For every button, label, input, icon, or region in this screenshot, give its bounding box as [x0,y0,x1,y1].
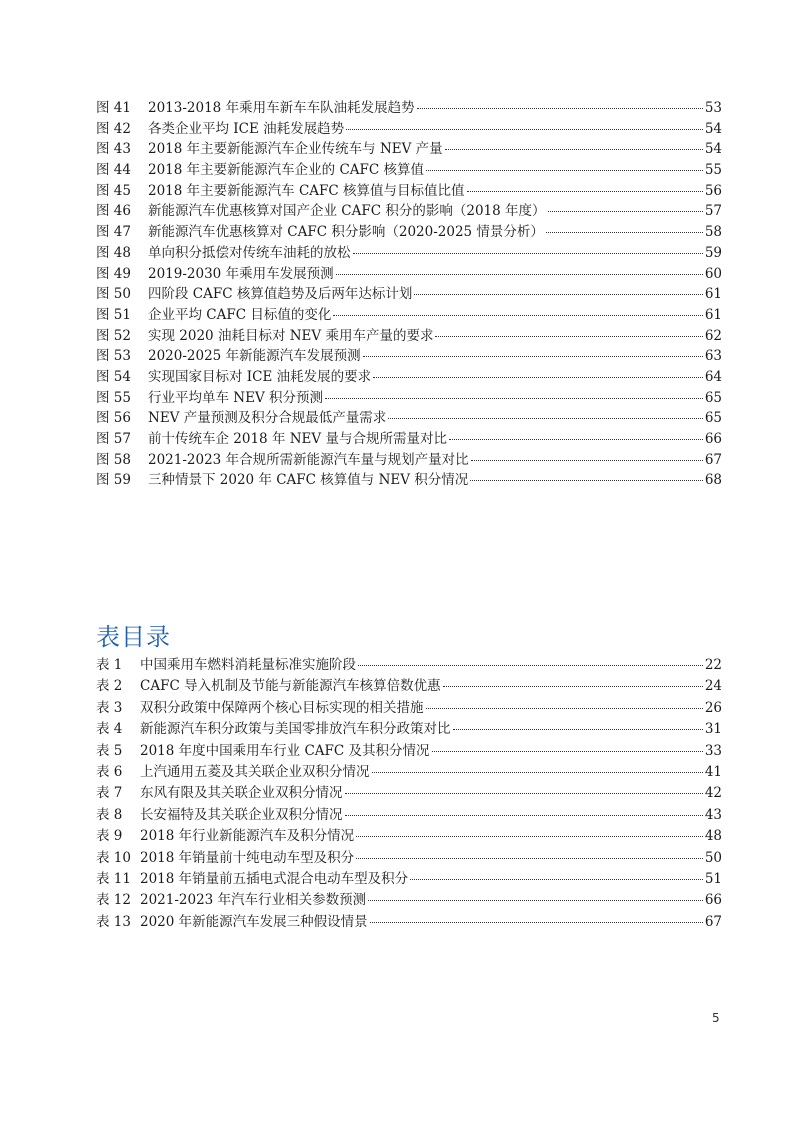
figure-entry-title: 2021-2023 年合规所需新能源汽车量与规划产量对比 [148,451,469,468]
table-entry-page: 66 [704,892,722,909]
figure-entry-label: 图 59 [96,472,131,489]
figure-entry-label: 图 43 [96,141,131,158]
figure-list [96,98,722,491]
table-entry-title: 上汽通用五菱及其关联企业双积分情况 [140,763,370,780]
figure-entry[interactable] [96,119,722,140]
table-entry-page: 43 [704,806,722,823]
table-entry[interactable] [96,912,722,933]
figure-entry-title: 单向积分抵偿对传统车油耗的放松 [148,244,351,261]
figure-entry[interactable] [96,429,722,450]
figure-entry[interactable] [96,201,722,222]
dot-leader [426,170,703,171]
figure-entry-title: 各类企业平均 ICE 油耗发展趋势 [148,120,345,137]
dot-leader [445,149,703,150]
figure-entry-label: 图 45 [96,182,131,199]
dot-leader [356,858,703,859]
dot-leader [325,398,703,399]
figure-entry-title: 2018 年主要新能源汽车 CAFC 核算值与目标值比值 [148,182,465,199]
dot-leader [410,879,703,880]
figure-entry-label: 图 48 [96,244,131,261]
figure-entry-title: 2018 年主要新能源汽车企业的 CAFC 核算值 [148,162,425,179]
page-number: 5 [712,1011,720,1025]
dot-leader [548,211,703,212]
table-entry-label: 表 1 [96,657,123,673]
table-entry-label: 表 12 [96,892,131,909]
table-entry-title: 双积分政策中保障两个核心目标实现的相关措施 [140,699,424,716]
figure-entry-page: 65 [704,389,722,406]
dot-leader [345,815,703,816]
figure-entry-label: 图 49 [96,265,131,282]
figure-entry-label: 图 41 [96,100,131,116]
table-entry-title: 2018 年销量前十纯电动车型及积分 [140,849,355,866]
figure-entry-page: 68 [704,472,722,489]
figure-entry-page: 55 [704,162,722,179]
figure-entry-label: 图 56 [96,410,131,427]
figure-entry[interactable] [96,160,722,181]
figure-entry-page: 65 [704,410,722,427]
figure-entry-title: 2020-2025 年新能源汽车发展预测 [148,348,361,365]
table-entry[interactable] [96,698,722,719]
dot-leader [336,274,703,275]
figure-entry-page: 59 [704,244,722,261]
figure-entry-title: 前十传统车企 2018 年 NEV 量与合规所需量对比 [148,431,447,447]
table-entry-title: 长安福特及其关联企业双积分情况 [140,806,343,823]
figure-entry-page: 61 [704,306,722,323]
table-entry-page: 42 [704,785,722,802]
table-list [96,655,722,933]
figure-entry[interactable] [96,284,722,305]
table-entry-page: 24 [704,678,722,695]
dot-leader [353,253,703,254]
dot-leader [333,315,702,316]
figure-entry-label: 图 58 [96,451,131,468]
dot-leader [345,793,703,794]
dot-leader [449,439,703,440]
figure-entry-title: 新能源汽车优惠核算对国产企业 CAFC 积分的影响（2018 年度） [148,203,546,220]
figure-entry[interactable] [96,264,722,285]
table-entry-label: 表 2 [96,678,123,695]
dot-leader [358,665,703,666]
table-entry[interactable] [96,783,722,804]
figure-entry-label: 图 44 [96,162,131,179]
dot-leader [373,377,703,378]
figure-entry-page: 57 [704,203,722,220]
table-entry[interactable] [96,762,722,783]
table-entry-label: 表 5 [96,742,123,759]
figure-entry-page: 54 [704,141,722,158]
figure-entry-label: 图 57 [96,431,131,447]
table-entry-title: 2018 年度中国乘用车行业 CAFC 及其积分情况 [140,742,430,759]
dot-leader [426,708,703,709]
table-entry-page: 67 [704,913,722,930]
table-entry[interactable] [96,848,722,869]
table-entry[interactable] [96,869,722,890]
table-entry-page: 31 [704,721,722,738]
figure-entry-page: 61 [704,286,722,303]
table-entry[interactable] [96,890,722,911]
table-entry-title: 新能源汽车积分政策与美国零排放汽车积分政策对比 [140,721,451,738]
dot-leader [417,108,703,109]
table-entry-label: 表 6 [96,763,123,780]
table-entry-label: 表 13 [96,913,131,930]
figure-entry-page: 56 [704,182,722,199]
figure-entry-page: 58 [704,224,722,241]
figure-entry[interactable] [96,470,722,491]
figure-entry-label: 图 54 [96,368,131,385]
table-entry-label: 表 3 [96,699,123,716]
dot-leader [388,418,703,419]
figure-entry[interactable] [96,98,722,119]
table-entry-page: 50 [704,849,722,866]
table-entry-page: 51 [704,870,722,887]
figure-entry-title: 行业平均单车 NEV 积分预测 [148,389,323,406]
dot-leader [363,356,703,357]
figure-entry[interactable] [96,305,722,326]
figure-entry[interactable] [96,408,722,429]
table-entry[interactable] [96,805,722,826]
figure-entry-label: 图 52 [96,327,131,344]
figure-entry-title: 2018 年主要新能源汽车企业传统车与 NEV 产量 [148,141,443,158]
table-entry-page: 22 [704,657,722,673]
figure-entry-page: 64 [704,368,722,385]
figure-entry-title: 2019-2030 年乘用车发展预测 [148,265,334,282]
figure-entry[interactable] [96,243,722,264]
figure-entry-label: 图 53 [96,348,131,365]
table-entry-page: 26 [704,699,722,716]
table-entry[interactable] [96,719,722,740]
figure-entry-page: 60 [704,265,722,282]
figure-entry-page: 53 [704,100,722,116]
table-entry-title: 2021-2023 年汽车行业相关参数预测 [140,892,367,909]
figure-entry[interactable] [96,222,722,243]
table-entry-label: 表 8 [96,806,123,823]
dot-leader [435,336,702,337]
figure-entry-page: 66 [704,431,722,447]
figure-entry-label: 图 46 [96,203,131,220]
table-entry-title: 2018 年销量前五插电式混合电动车型及积分 [140,870,409,887]
table-entry-title: CAFC 导入机制及节能与新能源汽车核算倍数优惠 [140,678,441,695]
dot-leader [467,191,703,192]
figure-entry-title: 三种情景下 2020 年 CAFC 核算值与 NEV 积分情况 [148,472,469,489]
figure-entry-title: 企业平均 CAFC 目标值的变化 [148,306,332,323]
figure-entry-page: 62 [704,327,722,344]
figure-entry-title: NEV 产量预测及积分合规最低产量需求 [148,410,387,427]
table-entry[interactable] [96,655,722,676]
figure-entry[interactable] [96,139,722,160]
figure-entry-page: 67 [704,451,722,468]
table-entry-title: 中国乘用车燃料消耗量标准实施阶段 [140,657,356,673]
figure-entry-label: 图 50 [96,286,131,303]
table-entry-page: 33 [704,742,722,759]
dot-leader [432,751,703,752]
figure-entry-label: 图 47 [96,224,131,241]
figure-entry-label: 图 55 [96,389,131,406]
dot-leader [346,129,703,130]
table-entry-page: 41 [704,763,722,780]
dot-leader [414,294,702,295]
figure-entry[interactable] [96,346,722,367]
figure-entry-page: 63 [704,348,722,365]
figure-entry-page: 54 [704,120,722,137]
table-entry-label: 表 4 [96,721,123,738]
table-entry[interactable] [96,741,722,762]
table-entry-label: 表 7 [96,785,123,802]
tables-heading: 表目录 [96,623,171,651]
table-entry-label: 表 11 [96,870,131,887]
figure-entry-label: 图 42 [96,120,131,137]
figure-entry[interactable] [96,367,722,388]
figure-entry-title: 新能源汽车优惠核算对 CAFC 积分影响（2020-2025 情景分析） [148,224,544,241]
figure-entry-title: 2013-2018 年乘用车新车车队油耗发展趋势 [148,100,415,116]
table-entry-title: 东风有限及其关联企业双积分情况 [140,785,343,802]
dot-leader [546,232,703,233]
figure-entry-title: 四阶段 CAFC 核算值趋势及后两年达标计划 [148,286,413,303]
figure-entry[interactable] [96,181,722,202]
dot-leader [356,836,703,837]
dot-leader [370,922,703,923]
dot-leader [372,772,703,773]
dot-leader [471,460,703,461]
figure-entry[interactable] [96,388,722,409]
figure-entry-label: 图 51 [96,306,131,323]
table-entry[interactable] [96,826,722,847]
dot-leader [453,729,703,730]
table-entry-label: 表 10 [96,849,131,866]
figure-entry[interactable] [96,450,722,471]
table-entry-label: 表 9 [96,828,123,845]
dot-leader [443,686,703,687]
dot-leader [368,900,703,901]
table-entry-title: 2018 年行业新能源汽车及积分情况 [140,828,355,845]
dot-leader [470,480,703,481]
figure-entry[interactable] [96,326,722,347]
table-entry-page: 48 [704,828,722,845]
figure-entry-title: 实现国家目标对 ICE 油耗发展的要求 [148,368,372,385]
figure-entry-title: 实现 2020 油耗目标对 NEV 乘用车产量的要求 [148,327,434,344]
table-entry-title: 2020 年新能源汽车发展三种假设情景 [140,913,368,930]
table-entry[interactable] [96,676,722,697]
